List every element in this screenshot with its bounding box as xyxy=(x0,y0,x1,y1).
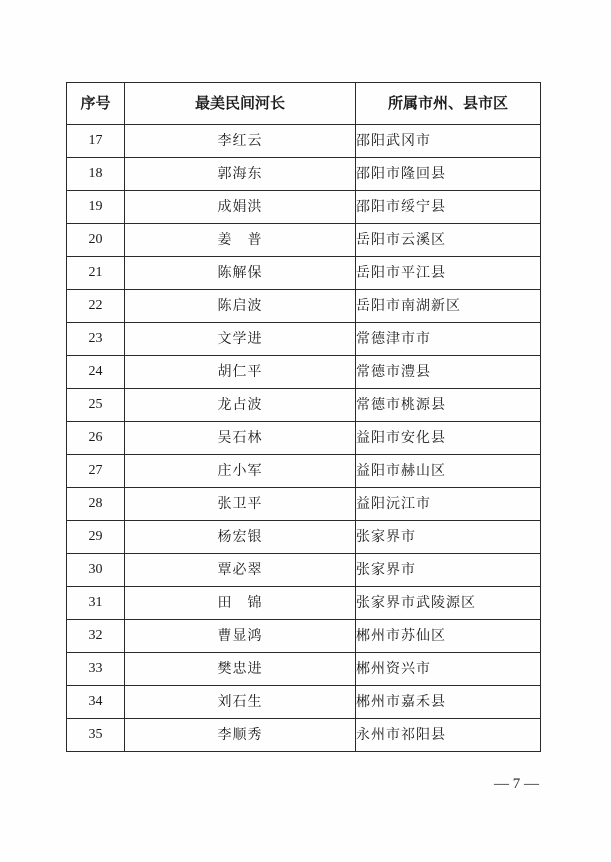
table-row xyxy=(67,125,541,158)
table-row xyxy=(67,455,541,488)
region-cell: 益阳市赫山区 xyxy=(356,455,541,488)
serial-number-cell: 33 xyxy=(67,653,125,686)
river-chief-table xyxy=(66,82,541,752)
serial-number-cell: 18 xyxy=(67,158,125,191)
river-chief-name-cell: 刘石生 xyxy=(125,686,356,719)
table-row xyxy=(67,620,541,653)
serial-number-cell: 30 xyxy=(67,554,125,587)
serial-number-cell: 19 xyxy=(67,191,125,224)
river-chief-name-cell: 吴石林 xyxy=(125,422,356,455)
table-row xyxy=(67,290,541,323)
serial-number-cell: 32 xyxy=(67,620,125,653)
region-cell: 张家界市武陵源区 xyxy=(356,587,541,620)
region-cell: 常德市澧县 xyxy=(356,356,541,389)
table-row xyxy=(67,191,541,224)
serial-number-cell: 17 xyxy=(67,125,125,158)
table-row xyxy=(67,257,541,290)
river-chief-name-cell: 文学进 xyxy=(125,323,356,356)
region-cell: 益阳市安化县 xyxy=(356,422,541,455)
table-row xyxy=(67,356,541,389)
region-cell: 岳阳市云溪区 xyxy=(356,224,541,257)
region-cell: 邵阳市绥宁县 xyxy=(356,191,541,224)
serial-number-cell: 28 xyxy=(67,488,125,521)
river-chief-name-cell: 张卫平 xyxy=(125,488,356,521)
river-chief-name-cell: 姜 普 xyxy=(125,224,356,257)
serial-number-cell: 29 xyxy=(67,521,125,554)
river-chief-name-cell: 樊忠进 xyxy=(125,653,356,686)
river-chief-name-cell: 成娟洪 xyxy=(125,191,356,224)
table-header xyxy=(67,83,541,125)
region-cell: 邵阳武冈市 xyxy=(356,125,541,158)
serial-number-cell: 20 xyxy=(67,224,125,257)
serial-number-cell: 27 xyxy=(67,455,125,488)
serial-number-cell: 24 xyxy=(67,356,125,389)
river-chief-name-cell: 曹显鸿 xyxy=(125,620,356,653)
river-chief-name-cell: 庄小军 xyxy=(125,455,356,488)
river-chief-name-cell: 陈启波 xyxy=(125,290,356,323)
river-chief-name-cell: 杨宏银 xyxy=(125,521,356,554)
region-cell: 邵阳市隆回县 xyxy=(356,158,541,191)
header-region: 所属市州、县市区 xyxy=(356,83,541,125)
table-row xyxy=(67,587,541,620)
river-chief-name-cell: 田 锦 xyxy=(125,587,356,620)
region-cell: 张家界市 xyxy=(356,554,541,587)
region-cell: 郴州市苏仙区 xyxy=(356,620,541,653)
region-cell: 张家界市 xyxy=(356,521,541,554)
region-cell: 郴州市嘉禾县 xyxy=(356,686,541,719)
river-chief-name-cell: 郭海东 xyxy=(125,158,356,191)
river-chief-name-cell: 李顺秀 xyxy=(125,719,356,752)
region-cell: 岳阳市平江县 xyxy=(356,257,541,290)
table-body xyxy=(67,125,541,752)
page-number: — 7 — xyxy=(494,776,539,792)
table-row xyxy=(67,422,541,455)
serial-number-cell: 22 xyxy=(67,290,125,323)
region-cell: 郴州资兴市 xyxy=(356,653,541,686)
river-chief-name-cell: 陈解保 xyxy=(125,257,356,290)
region-cell: 岳阳市南湖新区 xyxy=(356,290,541,323)
table-row xyxy=(67,488,541,521)
serial-number-cell: 25 xyxy=(67,389,125,422)
river-chief-name-cell: 李红云 xyxy=(125,125,356,158)
header-row xyxy=(67,83,541,125)
table-row xyxy=(67,323,541,356)
region-cell: 永州市祁阳县 xyxy=(356,719,541,752)
region-cell: 常德市桃源县 xyxy=(356,389,541,422)
header-serial-number: 序号 xyxy=(67,83,125,125)
table-row xyxy=(67,389,541,422)
serial-number-cell: 31 xyxy=(67,587,125,620)
table-row xyxy=(67,554,541,587)
river-chief-name-cell: 覃必翠 xyxy=(125,554,356,587)
serial-number-cell: 23 xyxy=(67,323,125,356)
serial-number-cell: 34 xyxy=(67,686,125,719)
river-chief-name-cell: 胡仁平 xyxy=(125,356,356,389)
region-cell: 常德津市市 xyxy=(356,323,541,356)
serial-number-cell: 35 xyxy=(67,719,125,752)
table-row xyxy=(67,719,541,752)
header-river-chief-name: 最美民间河长 xyxy=(125,83,356,125)
table-row xyxy=(67,521,541,554)
table-row xyxy=(67,158,541,191)
table-row xyxy=(67,653,541,686)
table-row xyxy=(67,224,541,257)
serial-number-cell: 21 xyxy=(67,257,125,290)
region-cell: 益阳沅江市 xyxy=(356,488,541,521)
serial-number-cell: 26 xyxy=(67,422,125,455)
table-row xyxy=(67,686,541,719)
river-chief-name-cell: 龙占波 xyxy=(125,389,356,422)
